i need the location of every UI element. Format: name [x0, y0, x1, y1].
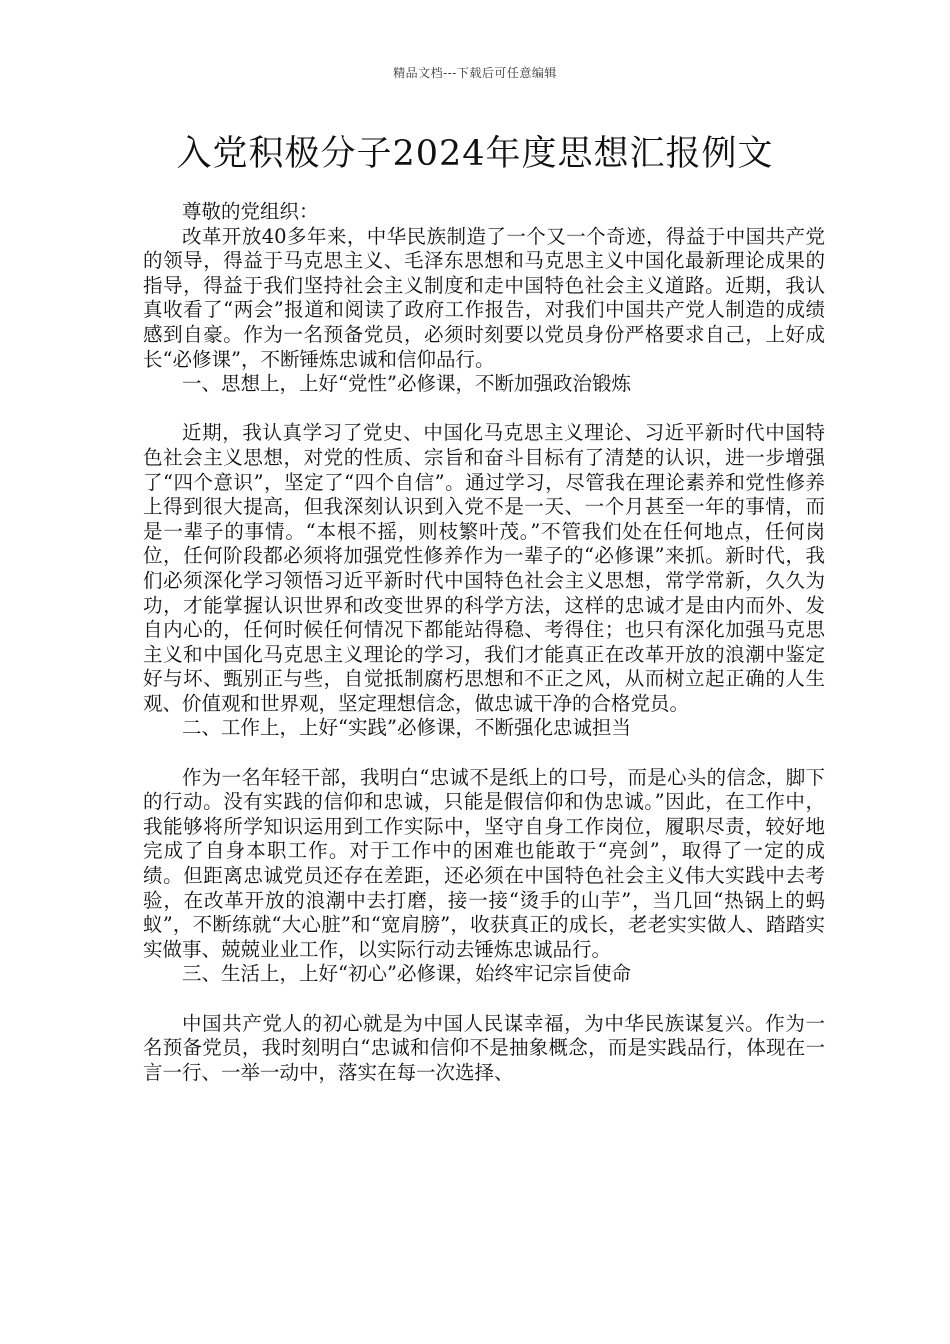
document-title: 入党积极分子2024年度思想汇报例文	[176, 134, 774, 174]
section2-heading: 二、工作上，上好“实践”必修课，不断强化忠诚担当	[182, 716, 631, 740]
section1-paragraph: 近期，我认真学习了党史、中国化马克思主义理论、习近平新时代中国特色社会主义思想，对党的性质、宗旨和奋斗目标有了清楚的认识，进一步增强了“四个意识”，坚定了“四个自信”。通过学习，尽管我在理论素养和党性修养上得到很大提高，但我深刻认识到入党不是一天、一个月甚至一年的事情，而是一辈子的事情。“本根不摇，则枝繁叶茂。”不管我们处在任何地点，任何岗位，任何阶段都必须将加强党性修养作为一辈子的“必修课”来抓。新时代，我们必须深化学习领悟习近平新时代中国特色社会主义思想，常学常新，久久为功，才能掌握认识世界和改变世界的科学方法，这样的忠诚才是由内而外、发自内心的，任何时候任何情况下都能站得稳、考得住；也只有深化加强马克思主义和中国化马克思主义理论的学习，我们才能真正在改革开放的浪潮中鉴定好与坏、甄别正与些，自觉抵制腐朽思想和不正之风，从而树立起正确的人生观、价值观和世界观，坚定理想信念，做忠诚干净的合格党员。	[143, 421, 825, 715]
document-body	[143, 200, 825, 1085]
section3-paragraph: 中国共产党人的初心就是为中国人民谋幸福，为中华民族谋复兴。作为一名预备党员，我时刻明白“忠诚和信仰不是抽象概念，而是实践品行，体现在一言一行、一举一动中，落实在每一次选择、	[143, 1011, 825, 1084]
section3-heading: 三、生活上，上好“初心”必修课，始终牢记宗旨使命	[182, 962, 631, 986]
section2-paragraph: 作为一名年轻干部，我明白“忠诚不是纸上的口号，而是心头的信念，脚下的行动。没有实践的信仰和忠诚，只能是假信仰和伪忠诚。”因此，在工作中，我能够将所学知识运用到工作实际中，坚守自身工作岗位，履职尽责，较好地完成了自身本职工作。对于工作中的困难也能敢于“亮剑”，取得了一定的成绩。但距离忠诚党员还存在差距，还必须在中国特色社会主义伟大实践中去考验，在改革开放的浪潮中去打磨，接一接“烫手的山芋”，当几回“热锅上的蚂蚁”，不断练就“大心脏”和“宽肩膀”，收获真正的成长，老老实实做人、踏踏实实做事、兢兢业业工作，以实际行动去锤炼忠诚品行。	[143, 765, 825, 961]
header-note: 精品文档---下载后可任意编辑	[393, 66, 557, 80]
section1-heading: 一、思想上，上好“党性”必修课，不断加强政治锻炼	[182, 372, 631, 396]
intro-paragraph: 改革开放40多年来，中华民族制造了一个又一个奇迹，得益于中国共产党的领导，得益于马克思主义、毛泽东思想和马克思主义中国化最新理论成果的指导，得益于我们坚持社会主义制度和走中国特色社会主义道路。近期，我认真收看了“两会”报道和阅读了政府工作报告，对我们中国共产党人制造的成绩感到自豪。作为一名预备党员，必须时刻要以党员身份严格要求自己，上好成长“必修课”，不断锤炼忠诚和信仰品行。	[143, 224, 825, 371]
salutation: 尊敬的党组织：	[182, 200, 319, 223]
